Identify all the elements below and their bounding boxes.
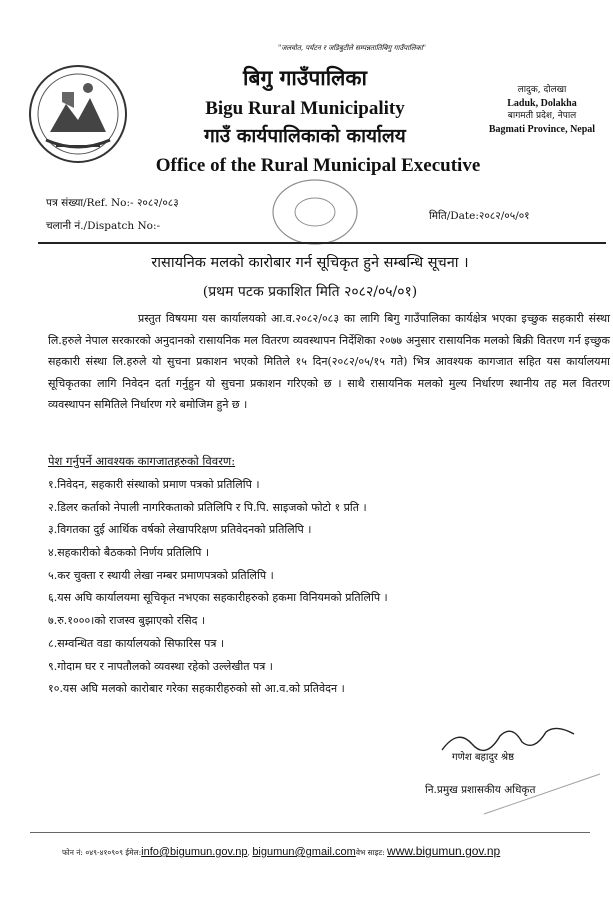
municipality-motto: "जलवोत, पर्यटन र जडिबुटीले सम्पन्नतातिबिगु गाउँपालिका" bbox=[278, 44, 426, 52]
letter-date bbox=[429, 209, 530, 223]
notice-body bbox=[48, 308, 610, 416]
reference-value: २०८२/०८३ bbox=[136, 197, 179, 209]
address-english-1: Laduk, Dolakha bbox=[507, 98, 577, 109]
list-item: ८.सम्वन्धित वडा कार्यालयको सिफारिस पत्र । bbox=[48, 636, 225, 650]
list-item: १०.यस अघि मलको कारोबार गरेका सहकारीहरुको सो आ.व.को प्रतिवेदन । bbox=[48, 682, 345, 696]
footer-email-info[interactable]: info@bigumun.gov.np bbox=[141, 846, 248, 858]
office-stamp bbox=[270, 177, 360, 247]
address-block bbox=[477, 84, 607, 136]
municipality-name-nepali: बिगु गाउँपालिका bbox=[243, 65, 367, 90]
list-item: ९.गोदाम घर र नापतौलको व्यवस्था रहेको उल्लेखीत पत्र । bbox=[48, 659, 273, 673]
list-item: ६.यस अघि कार्यालयमा सूचिकृत नभएका सहकारीहरुको हकमा विनियमको प्रतिलिपि । bbox=[48, 591, 388, 605]
footer-email-gmail[interactable]: bigumun@gmail.com bbox=[252, 846, 356, 858]
footer-divider bbox=[30, 832, 590, 833]
nepal-emblem-logo bbox=[26, 62, 130, 166]
address-english-2: Bagmati Province, Nepal bbox=[488, 124, 596, 135]
list-item: २.डिलर कर्ताको नेपाली नागरिकताको प्रतिलिपि र पि.पि. साइजको फोटो १ प्रति । bbox=[48, 500, 367, 514]
notice-body-text: प्रस्तुत विषयमा यस कार्यालयको आ.व.२०८२/०८३ का लागि बिगु गाउँपालिका कार्यक्षेत्र भएका इच्छुक सहकारी संस्था लि.हरुले नेपाल सरकारको अनुदानको रासायनिक मल वितरण व्यवस्थापन निर्देशिका २०७७ अनुसार रासायनिक मलको बिक्री वितरण गर्न इच्छुक सहकारी संस्था लि.हरुले यो सुचना प्रकाशन भएको मितिले १५ दिन(२०८२/०५/१५ गते) भित्र आवश्यक कागजात सहित यस कार्यालयमा सूचिकृतका लागि निवेदन दर्ता गर्नुहुन यो सुचना प्रकाशन गरिएको छ । साथै रासायनिक मलको मुल्य निर्धारण स्थानीय तह मल वितरण व्यवस्थापन समितिले निर्धारण गरे बमोजिम हुने छ । bbox=[48, 312, 610, 411]
footer-separator: , bbox=[247, 848, 253, 857]
list-item: ४.सहकारीको बैठकको निर्णय प्रतिलिपि । bbox=[48, 546, 210, 560]
list-item: १.निवेदन, सहकारी संस्थाको प्रमाण पत्रको प्रतिलिपि । bbox=[48, 478, 260, 491]
reference-label: पत्र संख्या/Ref. No:- bbox=[46, 197, 134, 209]
footer-web-label: वेभ साइट: bbox=[355, 848, 388, 857]
dispatch-number bbox=[46, 219, 160, 233]
address-nepali-1: लादुक, दोलखा bbox=[517, 85, 567, 95]
list-item: ३.विगतका दुई आर्थिक वर्षको लेखापरिक्षण प्रतिवेदनको प्रतिलिपि । bbox=[48, 523, 312, 537]
signer-name: गणेश बहादुर श्रेष्ठ bbox=[452, 752, 514, 763]
reference-number bbox=[46, 196, 179, 210]
list-item: ७.रु.१०००।को राजस्व बुझाएको रसिद । bbox=[48, 614, 206, 628]
footer-website[interactable]: www.bigumun.gov.np bbox=[387, 844, 501, 858]
signer-title: नि.प्रमुख प्रशासकीय अधिकृत bbox=[425, 784, 536, 796]
requirements-list bbox=[48, 474, 388, 701]
footer-contact bbox=[62, 844, 500, 858]
date-value: २०८२/०५/०१ bbox=[478, 210, 530, 222]
address-nepali-2: बागमती प्रदेश, नेपाल bbox=[507, 111, 577, 121]
footer-phone: फोन नं: ०४९-४१०९०९ ईमेल: bbox=[62, 848, 142, 857]
municipality-name-english: Bigu Rural Municipality bbox=[205, 98, 405, 119]
signature-stamp bbox=[480, 768, 605, 818]
list-item: ५.कर चुक्ता र स्थायी लेखा नम्बर प्रमाणपत्रको प्रतिलिपि । bbox=[48, 568, 274, 582]
notice-title: रासायनिक मलको कारोबार गर्न सूचिकृत हुने सम्बन्धि सूचना । bbox=[151, 255, 469, 271]
date-label: मिति/Date: bbox=[429, 210, 479, 222]
header-divider bbox=[38, 242, 606, 244]
dispatch-label: चलानी नं./Dispatch No:- bbox=[46, 220, 161, 232]
notice-subtitle: (प्रथम पटक प्रकाशित मिति २०८२/०५/०१) bbox=[202, 284, 418, 300]
office-name-nepali: गाउँ कार्यपालिकाको कार्यालय bbox=[204, 125, 406, 147]
office-name-english: Office of the Rural Municipal Executive bbox=[155, 155, 481, 176]
requirements-heading: पेश गर्नुपर्ने आवश्यक कागजातहरुको विवरण: bbox=[48, 454, 236, 468]
